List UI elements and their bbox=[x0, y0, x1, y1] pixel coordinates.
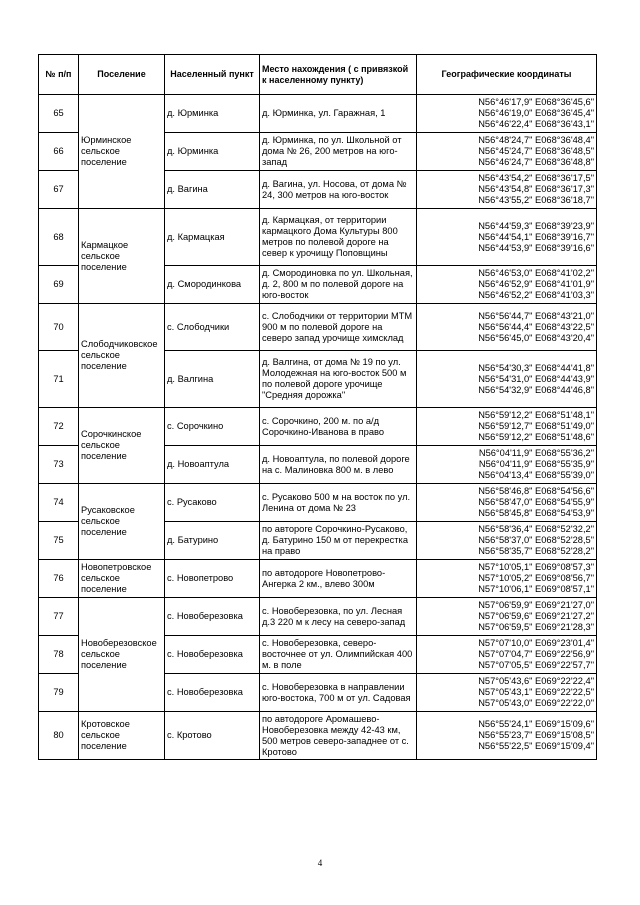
coord-line: N56°44'54,1" E068°39'16,7" bbox=[478, 231, 594, 242]
settlement-cell: Слободчиковское сельское поселение bbox=[79, 304, 165, 408]
coord-line: N57°06'59,5" E069°21'28,3" bbox=[478, 622, 594, 632]
locality-cell: д. Батурино bbox=[165, 522, 260, 560]
place-cell: д. Смородиновка по ул. Школьная, д. 2, 800 м по полевой дороге на юго-восток bbox=[260, 266, 417, 304]
coord-line: N56°54'31,0" E068°44'43,9" bbox=[478, 373, 594, 384]
coord-line: N56°43'55,2" E068°36'18,7" bbox=[478, 195, 594, 205]
coords-cell bbox=[417, 522, 597, 560]
coord-line: N56°46'52,9" E068°41'01,9" bbox=[478, 279, 594, 289]
table-row bbox=[39, 95, 597, 133]
coord-line: N56°56'44,7" E068°43'21,0" bbox=[478, 310, 594, 321]
coord-line: N56°48'24,7" E068°36'48,4" bbox=[478, 135, 594, 145]
header-num: № п/п bbox=[39, 55, 79, 95]
coord-line: N56°43'54,2" E068°36'17,5" bbox=[478, 173, 594, 183]
locality-cell: с. Новоберезовка bbox=[165, 674, 260, 712]
row-num: 71 bbox=[39, 351, 79, 408]
coord-line: N56°58'35,7" E068°52'28,2" bbox=[478, 546, 594, 556]
coord-line: N56°44'59,3" E068°39'23,9" bbox=[478, 220, 594, 231]
coords-cell bbox=[417, 560, 597, 598]
table-row bbox=[39, 484, 597, 522]
row-num: 67 bbox=[39, 171, 79, 209]
row-num: 72 bbox=[39, 408, 79, 446]
coord-line: N56°46'53,0" E068°41'02,2" bbox=[478, 268, 594, 278]
coord-line: N56°46'17,9" E068°36'45,6" bbox=[478, 97, 594, 107]
table-row bbox=[39, 560, 597, 598]
coord-line: N56°46'24,7" E068°36'48,8" bbox=[478, 157, 594, 167]
locality-cell: д. Новоаптула bbox=[165, 446, 260, 484]
coords-cell bbox=[417, 674, 597, 712]
settlement-cell: Сорочкинское сельское поселение bbox=[79, 408, 165, 484]
settlement-cell: Кармацкое сельское поселение bbox=[79, 209, 165, 304]
table-row bbox=[39, 304, 597, 351]
locality-cell: с. Новоберезовка bbox=[165, 636, 260, 674]
coord-line: N56°55'24,1" E069°15'09,6" bbox=[478, 719, 594, 729]
coord-line: N57°05'43,0" E069°22'22,0" bbox=[478, 698, 594, 708]
coord-line: N57°07'05,5" E069°22'57,7" bbox=[478, 660, 594, 670]
coord-line: N57°10'06,1" E069°08'57,1" bbox=[478, 584, 594, 594]
header-coords: Географические координаты bbox=[417, 55, 597, 95]
place-cell: д. Валгина, от дома № 19 по ул. Молодежная на юго-восток 500 м по полевой дороге урочище "Средняя дорожка" bbox=[260, 351, 417, 408]
place-cell: по автодороге Аромашево-Новоберезовка между 42-43 км, 500 метров северо-западнее от с. Кротово bbox=[260, 712, 417, 760]
coord-line: N56°46'52,2" E068°41'03,3" bbox=[478, 290, 594, 300]
coords-cell bbox=[417, 266, 597, 304]
table-row bbox=[39, 598, 597, 636]
coord-line: N56°04'11,9" E068°55'36,2" bbox=[478, 448, 594, 458]
coords-cell bbox=[417, 95, 597, 133]
coords-cell bbox=[417, 304, 597, 351]
locality-cell: с. Слободчики bbox=[165, 304, 260, 351]
table-row bbox=[39, 712, 597, 760]
coord-line: N57°07'04,7" E069°22'56,9" bbox=[478, 649, 594, 659]
row-num: 70 bbox=[39, 304, 79, 351]
row-num: 68 bbox=[39, 209, 79, 266]
locality-cell: с. Новоберезовка bbox=[165, 598, 260, 636]
settlement-cell: Новоберезовское сельское поселение bbox=[79, 598, 165, 712]
row-num: 77 bbox=[39, 598, 79, 636]
header-place: Место нахождения ( с привязкой к населенному пункту) bbox=[260, 55, 417, 95]
place-cell: с. Новоберезовка, по ул. Лесная д.3 220 м к лесу на северо-запад bbox=[260, 598, 417, 636]
table-row bbox=[39, 408, 597, 446]
coord-line: N56°04'13,4" E068°55'39,0" bbox=[478, 470, 594, 480]
coord-line: N57°10'05,2" E069°08'56,7" bbox=[478, 573, 594, 583]
place-cell: д. Юрминка, ул. Гаражная, 1 bbox=[260, 95, 417, 133]
row-num: 75 bbox=[39, 522, 79, 560]
place-cell: по автороге Сорочкино-Русаково, д. Батурино 150 м от перекрестка на право bbox=[260, 522, 417, 560]
row-num: 73 bbox=[39, 446, 79, 484]
locality-cell: д. Юрминка bbox=[165, 95, 260, 133]
place-cell: с. Новоберезовка, северо-восточнее от ул. Олимпийская 400 м. в поле bbox=[260, 636, 417, 674]
coords-cell bbox=[417, 171, 597, 209]
locality-cell: д. Вагина bbox=[165, 171, 260, 209]
row-num: 80 bbox=[39, 712, 79, 760]
row-num: 66 bbox=[39, 133, 79, 171]
place-cell: д. Новоаптула, по полевой дороге на с. Малиновка 800 м. в лево bbox=[260, 446, 417, 484]
locality-cell: д. Валгина bbox=[165, 351, 260, 408]
locality-cell: д. Юрминка bbox=[165, 133, 260, 171]
table-row bbox=[39, 209, 597, 266]
row-num: 65 bbox=[39, 95, 79, 133]
row-num: 79 bbox=[39, 674, 79, 712]
coord-line: N56°56'44,4" E068°43'22,5" bbox=[478, 321, 594, 332]
place-cell: с. Сорочкино, 200 м. по а/д Сорочкино-Иванова в право bbox=[260, 408, 417, 446]
coord-line: N56°55'22,5" E069°15'09,4" bbox=[478, 741, 594, 751]
locality-cell: д. Смородинкова bbox=[165, 266, 260, 304]
place-cell: с. Слободчики от территории МТМ 900 м по полевой дороге на северо запад урочище химсклад bbox=[260, 304, 417, 351]
header-locality: Населенный пункт bbox=[165, 55, 260, 95]
coord-line: N56°58'37,0" E068°52'28,5" bbox=[478, 535, 594, 545]
coord-line: N56°58'46,8" E068°54'56,6" bbox=[478, 486, 594, 496]
place-cell: д. Кармацкая, от территории кармацкого Дома Культуры 800 метров по полевой дороге на север к урочищу Поповщины bbox=[260, 209, 417, 266]
coords-cell bbox=[417, 408, 597, 446]
coords-cell bbox=[417, 636, 597, 674]
locality-cell: с. Новопетрово bbox=[165, 560, 260, 598]
place-cell: по автодороге Новопетрово-Ангерка 2 км., влево 300м bbox=[260, 560, 417, 598]
coord-line: N56°45'24,7" E068°36'48,5" bbox=[478, 146, 594, 156]
coord-line: N57°06'59,9" E069°21'27,0" bbox=[478, 600, 594, 610]
locality-cell: д. Кармацкая bbox=[165, 209, 260, 266]
coord-line: N56°04'11,9" E068°55'35,9" bbox=[478, 459, 594, 469]
coords-cell bbox=[417, 209, 597, 266]
coords-cell bbox=[417, 484, 597, 522]
row-num: 69 bbox=[39, 266, 79, 304]
settlement-cell: Кротовское сельское поселение bbox=[79, 712, 165, 760]
locality-cell: с. Сорочкино bbox=[165, 408, 260, 446]
settlement-cell: Новопетровское сельское поселение bbox=[79, 560, 165, 598]
coord-line: N56°56'45,0" E068°43'20,4" bbox=[478, 332, 594, 343]
coords-cell bbox=[417, 351, 597, 408]
coords-cell bbox=[417, 133, 597, 171]
place-cell: с. Новоберезовка в направлении юго-востока, 700 м от ул. Садовая bbox=[260, 674, 417, 712]
coord-line: N56°58'47,0" E068°54'55,9" bbox=[478, 497, 594, 507]
coord-line: N56°58'36,4" E068°52'32,2" bbox=[478, 524, 594, 534]
coords-cell bbox=[417, 598, 597, 636]
row-num: 74 bbox=[39, 484, 79, 522]
coords-cell bbox=[417, 712, 597, 760]
coord-line: N56°55'23,7" E069°15'08,5" bbox=[478, 730, 594, 740]
coord-line: N56°59'12,2" E068°51'48,1" bbox=[478, 410, 594, 420]
row-num: 78 bbox=[39, 636, 79, 674]
coord-line: N56°44'53,9" E068°39'16,6" bbox=[478, 242, 594, 253]
settlement-cell: Русаковское сельское поселение bbox=[79, 484, 165, 560]
row-num: 76 bbox=[39, 560, 79, 598]
coords-cell bbox=[417, 446, 597, 484]
coord-line: N57°10'05,1" E069°08'57,3" bbox=[478, 562, 594, 572]
place-cell: д. Юрминка, по ул. Школьной от дома № 26, 200 метров на юго-запад bbox=[260, 133, 417, 171]
place-cell: д. Вагина, ул. Носова, от дома № 24, 300 метров на юго-восток bbox=[260, 171, 417, 209]
locality-cell: с. Русаково bbox=[165, 484, 260, 522]
coord-line: N56°59'12,2" E068°51'48,6" bbox=[478, 432, 594, 442]
coord-line: N56°59'12,7" E068°51'49,0" bbox=[478, 421, 594, 431]
locality-cell: с. Кротово bbox=[165, 712, 260, 760]
place-cell: с. Русаково 500 м на восток по ул. Ленина от дома № 23 bbox=[260, 484, 417, 522]
points-table bbox=[38, 54, 597, 760]
page-number: 4 bbox=[317, 858, 323, 868]
table-header-row bbox=[39, 55, 597, 95]
coord-line: N56°58'45,8" E068°54'53,9" bbox=[478, 508, 594, 518]
header-settlement: Поселение bbox=[79, 55, 165, 95]
coord-line: N56°54'32,9" E068°44'46,8" bbox=[478, 384, 594, 395]
settlement-cell: Юрминское сельское поселение bbox=[79, 95, 165, 209]
coord-line: N56°46'22,4" E068°36'43,1" bbox=[478, 119, 594, 129]
coord-line: N56°43'54,8" E068°36'17,3" bbox=[478, 184, 594, 194]
coord-line: N57°05'43,1" E069°22'22,5" bbox=[478, 687, 594, 697]
coord-line: N56°46'19,0" E068°36'45,4" bbox=[478, 108, 594, 118]
coord-line: N57°05'43,6" E069°22'22,4" bbox=[478, 676, 594, 686]
coord-line: N56°54'30,3" E068°44'41,8" bbox=[478, 362, 594, 373]
coord-line: N57°06'59,6" E069°21'27,2" bbox=[478, 611, 594, 621]
coord-line: N57°07'10,0" E069°23'01,4" bbox=[478, 638, 594, 648]
